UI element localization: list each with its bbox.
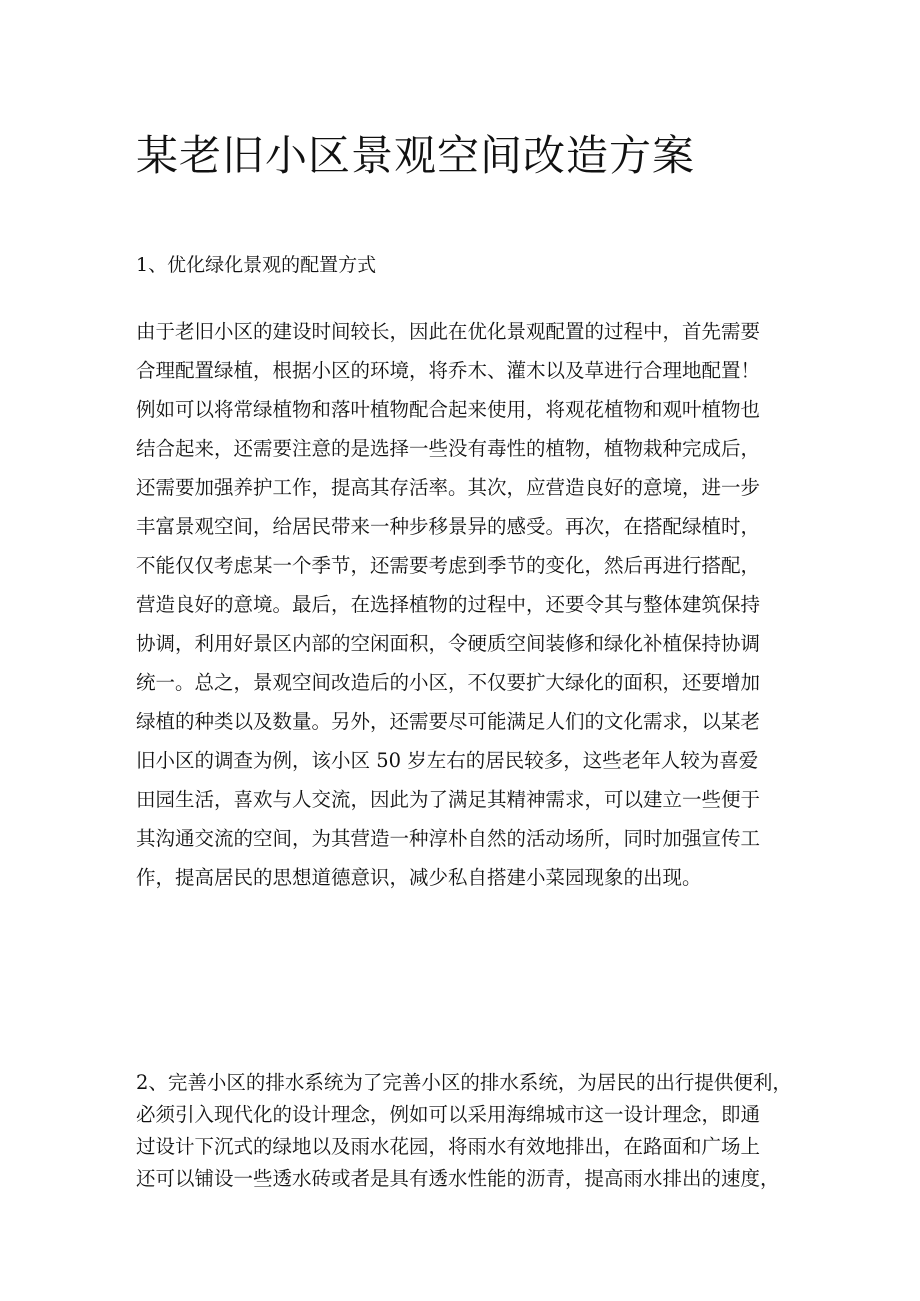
paragraph-line: 还可以铺设一些透水砖或者是具有透水性能的沥青，提高雨水排出的速度， <box>136 1167 780 1190</box>
section-1-heading: 1、优化绿化景观的配置方式 <box>136 254 377 276</box>
paragraph-line: 结合起来，还需要注意的是选择一些没有毒性的植物，植物栽种完成后， <box>136 437 761 460</box>
paragraph-line: 必须引入现代化的设计理念，例如可以采用海绵城市这一设计理念，即通 <box>136 1103 761 1126</box>
paragraph-line: 统一。总之，景观空间改造后的小区，不仅要扩大绿化的面积，还要增加 <box>136 671 761 694</box>
paragraph-line: 营造良好的意境。最后，在选择植物的过程中，还要令其与整体建筑保持 <box>136 593 761 616</box>
section-2-paragraph <box>136 1067 796 1195</box>
paragraph-line: 田园生活，喜欢与人交流，因此为了满足其精神需求，可以建立一些便于 <box>136 788 761 811</box>
document-title: 某老旧小区景观空间改造方案 <box>136 131 696 180</box>
paragraph-line: 例如可以将常绿植物和落叶植物配合起来使用，将观花植物和观叶植物也 <box>136 398 761 421</box>
paragraph-line: 过设计下沉式的绿地以及雨水花园，将雨水有效地排出，在路面和广场上 <box>136 1135 761 1158</box>
paragraph-line: 合理配置绿植，根据小区的环境，将乔木、灌木以及草进行合理地配置！ <box>136 359 761 382</box>
paragraph-line: 其沟通交流的空间，为其营造一种淳朴自然的活动场所，同时加强宣传工 <box>136 827 761 850</box>
paragraph-line: 还需要加强养护工作，提高其存活率。其次，应营造良好的意境，进一步 <box>136 476 761 499</box>
section-1-paragraph <box>136 312 796 897</box>
paragraph-line: 由于老旧小区的建设时间较长，因此在优化景观配置的过程中，首先需要 <box>136 320 761 343</box>
paragraph-line: 绿植的种类以及数量。另外，还需要尽可能满足人们的文化需求，以某老 <box>136 710 761 733</box>
paragraph-line: 协调，利用好景区内部的空闲面积，令硬质空间装修和绿化补植保持协调 <box>136 632 761 655</box>
paragraph-line: 作，提高居民的思想道德意识，减少私自搭建小菜园现象的出现。 <box>136 866 702 889</box>
paragraph-line: 不能仅仅考虑某一个季节，还需要考虑到季节的变化，然后再进行搭配， <box>136 554 761 577</box>
paragraph-line: 旧小区的调查为例，该小区 50 岁左右的居民较多，这些老年人较为喜爱 <box>136 749 759 772</box>
paragraph-line: 丰富景观空间，给居民带来一种步移景异的感受。再次，在搭配绿植时， <box>136 515 761 538</box>
paragraph-line: 2、完善小区的排水系统为了完善小区的排水系统，为居民的出行提供便利， <box>136 1071 792 1094</box>
